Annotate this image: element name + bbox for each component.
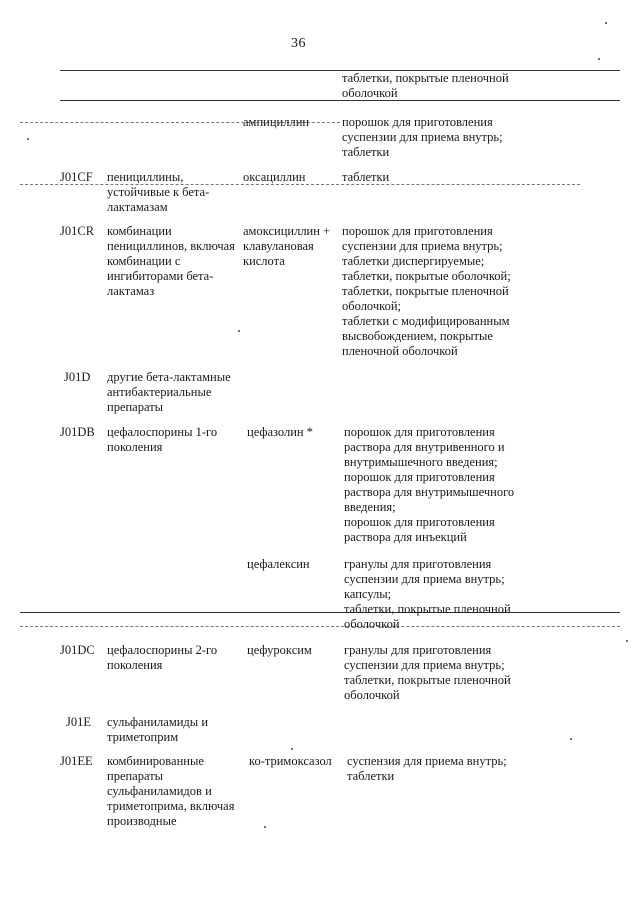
row-7-group: цефалоспорины 2-го поколения [107, 643, 218, 672]
row-3-forms: порошок для приготовления суспензии для приема внутрь; таблетки диспергируемые; таблетки, покрытые оболочкой; таблетки, покрытые пленочной оболочкой; таблетки с модифицированным высвобождением, покрытые пленочной оболочкой [342, 224, 511, 358]
row-8-group: сульфаниламиды и триметоприм [107, 715, 209, 744]
row-6-drug: цефалексин [247, 557, 310, 571]
row-4-code: J01D [64, 370, 91, 384]
row-5-forms: порошок для приготовления раствора для внутривенного и внутримышечного введения; порошок для приготовления раствора для внутримышечного введения; порошок для приготовления раствора для инъекций [344, 425, 515, 544]
row-7-drug: цефуроксим [247, 643, 312, 657]
row-0-forms: таблетки, покрытые пленочной оболочкой [342, 71, 509, 100]
scan-speck [626, 640, 628, 642]
row-2-group: пенициллины, устойчивые к бета- лактамазам [107, 170, 210, 214]
row-2-forms: таблетки [342, 170, 390, 184]
row-5-drug: цефазолин * [247, 425, 313, 439]
row-7-forms: гранулы для приготовления суспензии для приема внутрь; таблетки, покрытые пленочной оболочкой [344, 643, 511, 702]
row-9-code: J01EE [60, 754, 93, 768]
row-8-code: J01E [66, 715, 91, 729]
scan-speck [27, 138, 29, 140]
row-4-group: другие бета-лактамные антибактериальные препараты [107, 370, 231, 414]
row-3-code: J01CR [60, 224, 95, 238]
page-number: 36 [291, 36, 306, 51]
row-3-group: комбинации пенициллинов, включая комбинации с ингибиторами бета- лактамаз [107, 224, 235, 298]
row-2-code: J01CF [60, 170, 93, 184]
row-5-group: цефалоспорины 1-го поколения [107, 425, 218, 454]
scan-speck [570, 738, 572, 740]
scan-speck [238, 330, 240, 332]
row-7-code: J01DC [60, 643, 95, 657]
row-2-drug: оксациллин [243, 170, 306, 184]
row-3-drug: амоксициллин + клавулановая кислота [243, 224, 331, 268]
row-9-drug: ко-тримоксазол [249, 754, 332, 768]
row-1-drug: ампициллин [243, 115, 310, 129]
scan-speck [291, 748, 293, 750]
scan-speck [605, 22, 607, 24]
row-9-forms: суспензия для приема внутрь; таблетки [347, 754, 507, 783]
scan-speck [264, 826, 266, 828]
row-5-code: J01DB [60, 425, 95, 439]
row-6-forms: гранулы для приготовления суспензии для приема внутрь; капсулы; таблетки, покрытые пленочной оболочкой [344, 557, 511, 631]
row-9-group: комбинированные препараты сульфаниламидов и триметоприма, включая производные [107, 754, 235, 828]
row-1-forms: порошок для приготовления суспензии для приема внутрь; таблетки [342, 115, 503, 159]
scan-speck [598, 58, 600, 60]
